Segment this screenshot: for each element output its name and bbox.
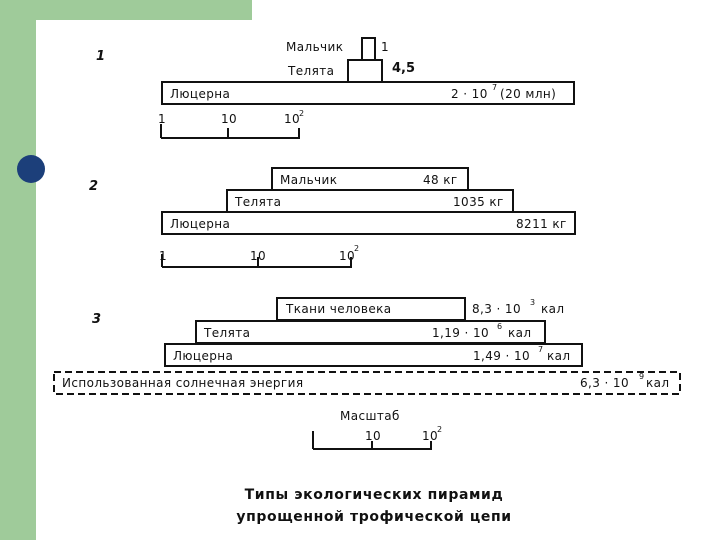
pyramid-2-alfalfa-label: Люцерна [170, 217, 231, 231]
pyramid-1-scale [158, 109, 304, 138]
pyramid-2-scale-tick-100: 10 [339, 249, 356, 263]
pyramid-3-scale-tick-100: 10 [422, 429, 439, 443]
pyramid-3-calves-unit: кал [508, 326, 532, 340]
pyramid-3-scale-tick-10: 10 [365, 429, 382, 443]
pyramid-2-calves-label: Телята [235, 195, 282, 209]
pyramid-1-calves-label: Телята [288, 64, 335, 78]
pyramid-3-tissue-value: 8,3 · 10 [472, 302, 521, 316]
pyramid-3-solar-label: Использованная солнечная энергия [62, 376, 304, 390]
pyramid-1-scale-tick-10: 10 [221, 112, 238, 126]
pyramid-3-solar-exponent: 9 [639, 372, 645, 381]
pyramid-1-alfalfa-value: 2 · 10 [451, 87, 488, 101]
pyramid-1-alfalfa-parenthetical: (20 млн) [500, 87, 557, 101]
pyramid-2-scale-tick-10: 10 [250, 249, 267, 263]
pyramid-1-boy-label: Мальчик [286, 40, 344, 54]
pyramid-3-alfalfa-label: Люцерна [173, 349, 234, 363]
pyramid-2-scale [159, 244, 359, 267]
pyramid-3-alfalfa-unit: кал [547, 349, 571, 363]
caption-line-2: упрощенной трофической цепи [236, 509, 512, 525]
pyramid-2-number: 2 [89, 179, 99, 194]
pyramid-2-boy-value: 48 кг [423, 173, 458, 187]
caption-line-1: Типы экологических пирамид [244, 487, 504, 503]
pyramid-3-alfalfa-exponent: 7 [538, 345, 544, 354]
pyramid-1-alfalfa-exponent: 7 [492, 83, 498, 92]
pyramid-3-calves-exponent: 6 [497, 322, 503, 331]
pyramid-3-tissue-unit: кал [541, 302, 565, 316]
scale-title: Масштаб [340, 409, 400, 423]
pyramid-3-tissue-exponent: 3 [530, 298, 536, 307]
pyramid-3-calves-label: Телята [204, 326, 251, 340]
pyramid-3-calves-value: 1,19 · 10 [432, 326, 490, 340]
pyramid-1-scale-exponent: 2 [299, 109, 305, 118]
pyramid-1-boy-bar [362, 38, 375, 60]
pyramid-2-alfalfa-value: 8211 кг [516, 217, 567, 231]
pyramid-2-calves-value: 1035 кг [453, 195, 504, 209]
pyramid-1-alfalfa-label: Люцерна [170, 87, 231, 101]
pyramid-1-scale-tick-1: 1 [158, 112, 167, 126]
pyramid-1-number: 1 [96, 49, 106, 64]
pyramid-3-scale-exponent: 2 [437, 425, 443, 434]
pyramid-2-scale-exponent: 2 [354, 244, 360, 253]
pyramid-3-solar-unit: кал [646, 376, 670, 390]
pyramid-3-solar-value: 6,3 · 10 [580, 376, 629, 390]
pyramid-3-number: 3 [92, 312, 102, 327]
pyramid-1-boy-value: 1 [381, 40, 390, 54]
pyramid-1-calves-bar [348, 60, 382, 82]
pyramid-3-scale [313, 409, 442, 449]
pyramid-1-scale-tick-100: 10 [284, 112, 301, 126]
pyramid-3-tissue-label: Ткани человека [286, 302, 392, 316]
pyramid-3-alfalfa-value: 1,49 · 10 [473, 349, 531, 363]
pyramid-2-boy-label: Мальчик [280, 173, 338, 187]
pyramid-2-scale-tick-1: 1 [159, 249, 168, 263]
pyramid-1-calves-value: 4,5 [392, 61, 416, 76]
